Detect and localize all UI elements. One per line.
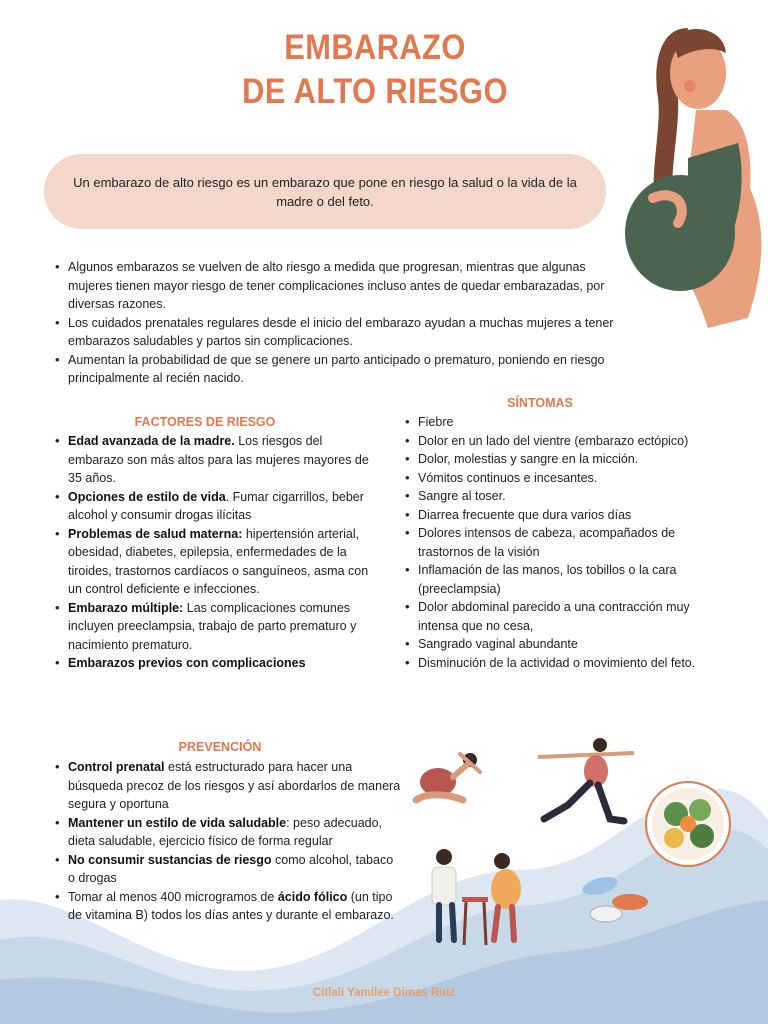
item-bold: ácido fólico	[277, 889, 348, 904]
item-text: Los riesgos del embarazo son más altos para las mujeres mayores de 35 años.	[68, 434, 369, 485]
yoga-pose-illustration	[408, 742, 488, 808]
item-text: como alcohol, tabaco o drogas	[68, 852, 394, 885]
list-item	[54, 432, 372, 488]
list-item: • Aumentan la probabilidad de que se genere un parto anticipado o prematuro, poniendo en riesgo principalmente al recién nacido.	[54, 351, 614, 388]
factors-heading: FACTORES DE RIESGO	[134, 415, 276, 429]
list-item: • Dolores intensos de cabeza, acompañados de trastornos de la visión	[404, 524, 704, 561]
list-item: • Diarrea frecuente que dura varios días	[404, 506, 704, 525]
item-text: hipertensión arterial, obesidad, diabetes, epilepsia, enfermedades de la tiroides, trastornos cardíacos o sanguíneos, asma con un control deficiente e infecciones.	[68, 526, 369, 596]
page-title	[180, 26, 570, 114]
list-item	[54, 851, 402, 888]
list-item: • Vómitos continuos e incesantes.	[404, 469, 704, 488]
definition-box	[44, 154, 606, 229]
item-text: está estructurado para hacer una búsqueda precoz de los riesgos y así abordarlos de manera segura y oportuna	[68, 760, 401, 811]
item-prefix: Tomar al menos 400 microgramos de	[68, 889, 278, 904]
list-item	[54, 525, 372, 599]
pregnant-woman-illustration	[618, 18, 768, 333]
title-line-2: DE ALTO RIESGO	[242, 72, 508, 111]
list-item	[54, 758, 402, 814]
salad-plate-illustration	[644, 780, 732, 868]
item-bold: No consumir sustancias de riesgo	[68, 852, 272, 867]
item-bold: Problemas de salud materna:	[68, 526, 243, 541]
list-item: • Los cuidados prenatales regulares desde el inicio del embarazo ayudan a muchas mujeres a tener embarazos saludables y partos sin complicaciones.	[54, 314, 614, 351]
list-item	[54, 488, 372, 525]
item-bold: Opciones de estilo de vida	[68, 489, 226, 504]
warrior-pose-illustration	[538, 735, 634, 825]
prevention-heading: PREVENCIÓN	[178, 740, 262, 754]
item-bold: Control prenatal	[68, 760, 165, 774]
item-bold: Edad avanzada de la madre.	[68, 434, 235, 448]
list-item: • Fiebre	[404, 413, 704, 432]
list-item: • Algunos embarazos se vuelven de alto riesgo a medida que progresan, mientras que algunas mujeres tienen mayor riesgo de tener complicaciones incluso antes de quedar embarazadas, por diversas razones.	[54, 258, 614, 314]
list-item	[54, 654, 372, 673]
item-text: : peso adecuado, dieta saludable, ejercicio físico de forma regular	[68, 815, 383, 848]
author-name: Citlali Yamilee Dimas Ruiz	[312, 987, 456, 999]
doctor-consultation-illustration	[414, 845, 534, 950]
list-item: • Disminución de la actividad o movimiento del feto.	[404, 654, 704, 673]
title-line-1: EMBARAZO	[284, 28, 466, 67]
intro-bullet-list	[54, 258, 614, 388]
list-item: • Inflamación de las manos, los tobillos o la cara (preeclampsia)	[404, 561, 704, 598]
list-item: • Dolor abdominal parecido a una contracción muy intensa que no cesa,	[404, 598, 704, 635]
list-item: • Dolor, molestias y sangre en la micción.	[404, 450, 704, 469]
factors-list	[54, 432, 372, 673]
item-text: Las complicaciones comunes incluyen preeclampsia, trabajo de parto prematuro y nacimiento prematuro.	[68, 600, 357, 652]
symptoms-heading: SÍNTOMAS	[507, 396, 573, 410]
item-text: . Fumar cigarrillos, beber alcohol y consumir drogas ilícitas	[68, 489, 364, 522]
list-item	[54, 599, 372, 655]
list-item: • Sangrado vaginal abundante	[404, 635, 704, 654]
prevention-list	[54, 758, 402, 925]
item-bold: Embarazos previos con complicaciones	[68, 656, 306, 670]
list-item: • Sangre al toser.	[404, 487, 704, 506]
definition-text: Un embarazo de alto riesgo es un embarazo que pone en riesgo la salud o la vida de la madre o del feto.	[73, 174, 577, 209]
item-bold: Mantener un estilo de vida saludable	[68, 815, 287, 830]
list-item	[54, 814, 402, 851]
pills-illustration	[578, 868, 658, 930]
symptoms-list	[404, 413, 704, 672]
item-text: (un tipo de vitamina B) todos los días antes y durante el embarazo.	[68, 889, 394, 922]
list-item: • Dolor en un lado del vientre (embarazo ectópico)	[404, 432, 704, 451]
item-bold: Embarazo múltiple:	[68, 600, 184, 615]
list-item	[54, 888, 402, 925]
